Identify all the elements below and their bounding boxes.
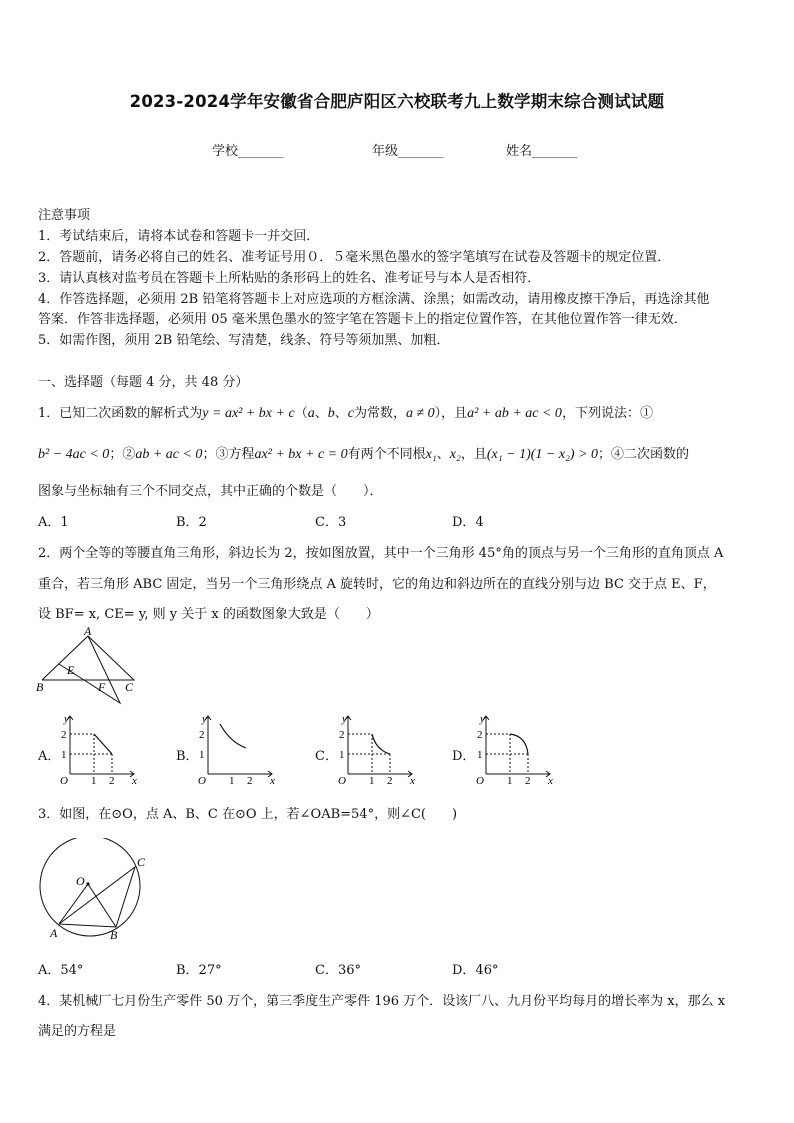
triangle-figure <box>34 624 144 710</box>
x-tick-1: 1 <box>507 775 513 786</box>
y-tick-2: 2 <box>477 729 483 741</box>
q1-formula: b² − 4ac < 0 <box>38 447 110 462</box>
y-tick-1: 1 <box>477 749 483 761</box>
q1-formula: x₂ <box>449 447 461 462</box>
q3-option-d: D．46° <box>452 963 499 978</box>
origin-label: O <box>338 775 346 786</box>
x-tick-1: 1 <box>369 775 375 786</box>
question-4-line-2: 满足的方程是 <box>38 1024 117 1039</box>
function-curve <box>94 734 112 754</box>
q1-formula: a² + ab + ac < 0 <box>467 406 562 421</box>
notice-item: 1．考试结束后，请将本试卷和答题卡一并交回． <box>38 229 320 244</box>
label-a: A <box>84 624 92 638</box>
question-2-line-1: 2．两个全等的等腰直角三角形，斜边长为 2，按如图放置，其中一个三角形 45°角的顶点与另一个三角形的直角顶点 A <box>38 546 724 561</box>
label-o: O <box>76 874 85 888</box>
x-tick-1: 1 <box>229 775 235 786</box>
q3-option-b: B．27° <box>176 963 222 978</box>
q1-formula: c <box>347 406 354 421</box>
question-1-line-1 <box>38 402 653 422</box>
label-b: B <box>36 680 44 694</box>
x-tick-2: 2 <box>109 775 115 786</box>
x-tick-2: 2 <box>525 775 531 786</box>
circle-figure <box>30 838 160 946</box>
graph-option-d <box>474 712 558 786</box>
q2-option-d: D． <box>452 749 476 764</box>
q1-formula: x₁ <box>425 447 437 462</box>
function-curve <box>510 734 528 754</box>
q1-option-d: D．4 <box>452 515 484 530</box>
notice-item: 5．如需作图，须用 2B 铅笔绘、写清楚，线条、符号等须加黑、加粗． <box>38 333 450 348</box>
y-label: y <box>480 713 485 725</box>
question-2-line-2: 重合，若三角形 ABC 固定，当另一个三角形绕点 A 旋转时，它的角边和斜边所在的直线分别与边 BC 交于点 E、F， <box>38 577 716 592</box>
graph-option-b <box>196 712 280 786</box>
notice-item: 答案．作答非选择题，必须用 05 毫米黑色墨水的签字笔在答题卡上的指定位置作答，在其他位置作答一律无效． <box>38 312 687 327</box>
q1-text: ），且 <box>434 406 468 421</box>
y-tick-1: 1 <box>199 749 205 761</box>
q2-option-c: C． <box>315 749 338 764</box>
q1-option-a: A．1 <box>38 515 69 530</box>
x-label: x <box>548 775 553 786</box>
q1-text: ，下列说法：① <box>561 406 653 421</box>
notice-item: 2．答题前，请务必将自己的姓名、准考证号用０．５毫米黑色墨水的签字笔填写在试卷及答题卡的规定位置． <box>38 250 671 265</box>
label-c: C <box>125 680 134 694</box>
y-tick-2: 2 <box>339 729 345 741</box>
origin-label: O <box>476 775 484 786</box>
question-1-line-3: 图象与坐标轴有三个不同交点，其中正确的个数是（ ）． <box>38 484 383 499</box>
graph-option-a <box>58 712 142 786</box>
question-2-line-3: 设 BF= x, CE= y, 则 y 关于 x 的函数图象大致是（ ） <box>38 607 379 622</box>
name-field: 姓名_______ <box>506 144 578 159</box>
y-tick-2: 2 <box>61 729 67 741</box>
y-tick-1: 1 <box>61 749 67 761</box>
grade-field: 年级_______ <box>372 144 444 159</box>
notice-item: 4．作答选择题，必须用 2B 铅笔将答题卡上对应选项的方框涂满、涂黑；如需改动，请用橡皮擦干净后，再选涂其他 <box>38 292 710 307</box>
q1-formula: a <box>307 406 315 421</box>
q1-text: 为常数， <box>353 406 406 421</box>
y-tick-1: 1 <box>339 749 345 761</box>
q1-formula: ab + ac < 0 <box>135 447 203 462</box>
triangle-abc <box>42 636 134 680</box>
q1-text: ；③方程 <box>202 447 255 462</box>
center-point <box>86 882 89 885</box>
q1-text: ，且 <box>460 447 487 462</box>
q1-formula: y = ax² + bx + c <box>202 406 295 421</box>
q3-option-a: A．54° <box>38 963 84 978</box>
graph-option-c <box>336 712 420 786</box>
label-f: F <box>98 680 106 694</box>
q2-option-b: B． <box>176 749 199 764</box>
section-heading: 一、选择题（每题 4 分，共 48 分） <box>38 375 249 390</box>
origin-label: O <box>60 775 68 786</box>
q1-text: 1．已知二次函数的解析式为 <box>38 406 203 421</box>
q1-text: 、 <box>314 406 328 421</box>
q1-formula: ax² + bx + c = 0 <box>254 447 348 462</box>
school-field: 学校_______ <box>212 144 284 159</box>
y-label: y <box>202 713 207 725</box>
function-curve <box>220 724 246 748</box>
label-b: B <box>110 928 118 942</box>
q1-text: （ <box>294 406 308 421</box>
label-c: C <box>137 855 146 869</box>
x-label: x <box>270 775 275 786</box>
q1-formula: b <box>327 406 335 421</box>
y-label: y <box>342 713 347 725</box>
x-tick-2: 2 <box>387 775 393 786</box>
q1-text: 有两个不同根 <box>347 447 426 462</box>
q1-formula: (x₁ − 1)(1 − x₂) > 0 <box>486 447 599 462</box>
question-4-line-1: 4．某机械厂七月份生产零件 50 万个，第三季度生产零件 196 万个．设该厂八、九月份平均每月的增长率为 x，那么 x <box>38 994 726 1009</box>
q1-option-b: B．2 <box>176 515 207 530</box>
q1-text: ；④二次函数的 <box>598 447 690 462</box>
origin-label: O <box>198 775 206 786</box>
notice-item: 3．请认真核对监考员在答题卡上所粘贴的条形码上的姓名、准考证号与本人是否相符． <box>38 271 541 286</box>
q1-text: 、 <box>334 406 348 421</box>
q2-option-a: A． <box>38 749 61 764</box>
notice-heading: 注意事项 <box>38 208 91 223</box>
x-label: x <box>132 775 137 786</box>
x-tick-1: 1 <box>91 775 97 786</box>
q1-option-c: C．3 <box>315 515 347 530</box>
label-a: A <box>50 926 58 940</box>
q1-text: 、 <box>436 447 450 462</box>
function-curve <box>372 734 390 754</box>
q1-formula: a ≠ 0 <box>405 406 435 421</box>
x-label: x <box>410 775 415 786</box>
y-tick-2: 2 <box>199 729 205 741</box>
y-label: y <box>64 713 69 725</box>
q1-text: ；② <box>109 447 136 462</box>
radii-oa-ob <box>59 884 116 927</box>
label-e: E <box>67 663 75 677</box>
x-tick-2: 2 <box>247 775 253 786</box>
page-title: 2023-2024学年安徽省合肥庐阳区六校联考九上数学期末综合测试试题 <box>129 92 665 111</box>
question-3-line-1: 3．如图，在⊙O，点 A、B、C 在⊙O 上，若∠OAB=54°，则∠C( ) <box>38 807 458 822</box>
q3-option-c: C．36° <box>315 963 361 978</box>
question-1-line-2 <box>38 443 689 463</box>
